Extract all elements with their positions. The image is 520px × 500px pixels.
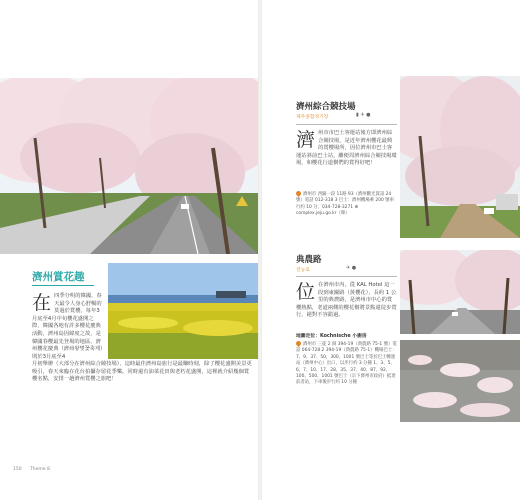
s1-icons: ▮ ✈ ● <box>356 112 371 118</box>
left-page <box>0 0 258 500</box>
title-underline <box>32 285 94 286</box>
s2-subtitle: 전농로 <box>296 268 310 273</box>
intro-paragraph: 在四季分明的韓國，春天最令人身心舒暢的莫過於賞櫻，每年3月底至4月中旬櫻花盛開之際，韓國各地有許多櫻花慶典活動，濟州島因緯度之故，是韓國春櫻最先登場的地區，濟州櫻花慶典（濟州왕벚꽃축제）則於3月底至4 <box>32 292 103 360</box>
canola-field-photo <box>108 263 258 359</box>
s2-icons: ✈ ● <box>346 265 357 271</box>
stadium-cherry-photo <box>400 76 520 238</box>
s1-dropcap: 濟 <box>296 129 316 151</box>
pin-icon <box>295 190 302 197</box>
right-page <box>262 0 520 500</box>
section-title: 濟州賞花趣 <box>32 271 85 283</box>
page-number: 150 <box>13 467 22 472</box>
s2-rule <box>296 276 397 277</box>
s2-paragraph: 位在濟州市內，從 KAL Hotel 這一段到東關路（黃櫻花），長約 1 公里的典農路，是濟州市中心的賞櫻熱點，老道兩側的櫻花樹將景點還徒步賞行，絕對不容錯過。 <box>296 281 397 319</box>
pin-icon-2 <box>295 340 302 347</box>
theme-label: Theme 8 <box>30 467 50 472</box>
jeonnong-road-photo <box>400 250 520 334</box>
intro-paragraph-tail: 月初舉辦（大部分在濟州綜合競技場），這時最佳濟州島旅行是最賺時刻，除了櫻花盛開美景更吸引，春天來臨在花台拍攝存留花季樂。同時還有油菜花田與老朽花盛開，這裡就介紹幾個賞櫻名點，安排一趟濟州賞櫻之旅吧！ <box>32 361 252 383</box>
s1-paragraph: 濟州市市巴士客運站後方即濟州綜合競技場，是近年濟州櫻花最興的賞櫻場所，因位濟州市巴士客運站斜前巴士站，離便周濟州綜合競技場環場，和櫻花行道樹們的賞得好吧！ <box>296 129 397 167</box>
dropcap: 在 <box>32 292 52 314</box>
s2-dropcap: 位 <box>296 281 316 303</box>
s1-title: 濟州綜合競技場 <box>296 102 356 112</box>
s1-rule <box>296 124 397 125</box>
s2-info: 濟州市 三徒 2 洞 394-19（典農路 75-1 號）電話 064-728 2 394-19（典農路 75-1）機場巴士：7、9、37、50、300、1001 號巴士等於巴士轉運站（濟州中心）出口，以步行約 3 分鐘 1、3、5、6、7、10、17、28、35、37、40、87、92、100、500、1001 號巴士（宗下濟州市政府）抵達前者站，下車後步行約 10 分鐘 <box>296 341 397 387</box>
cherry-blossom-road-photo <box>0 78 258 254</box>
s2-map-label: 地圖定位：Kochnische 小廚房 <box>296 334 367 339</box>
fallen-petals-photo <box>400 340 520 422</box>
s1-info: 濟州市 西歸一段 11路 93（濟州觀光資訊 24 號）電話 012-318 3 巴士：濟州機場乘 200 號車行約 10 分，034-728-3271 ⊕ complex.jeju.go.kr（韓） <box>296 191 397 218</box>
s1-subtitle: 제주종합경기장 <box>296 115 329 120</box>
s2-title: 典農路 <box>296 255 322 265</box>
